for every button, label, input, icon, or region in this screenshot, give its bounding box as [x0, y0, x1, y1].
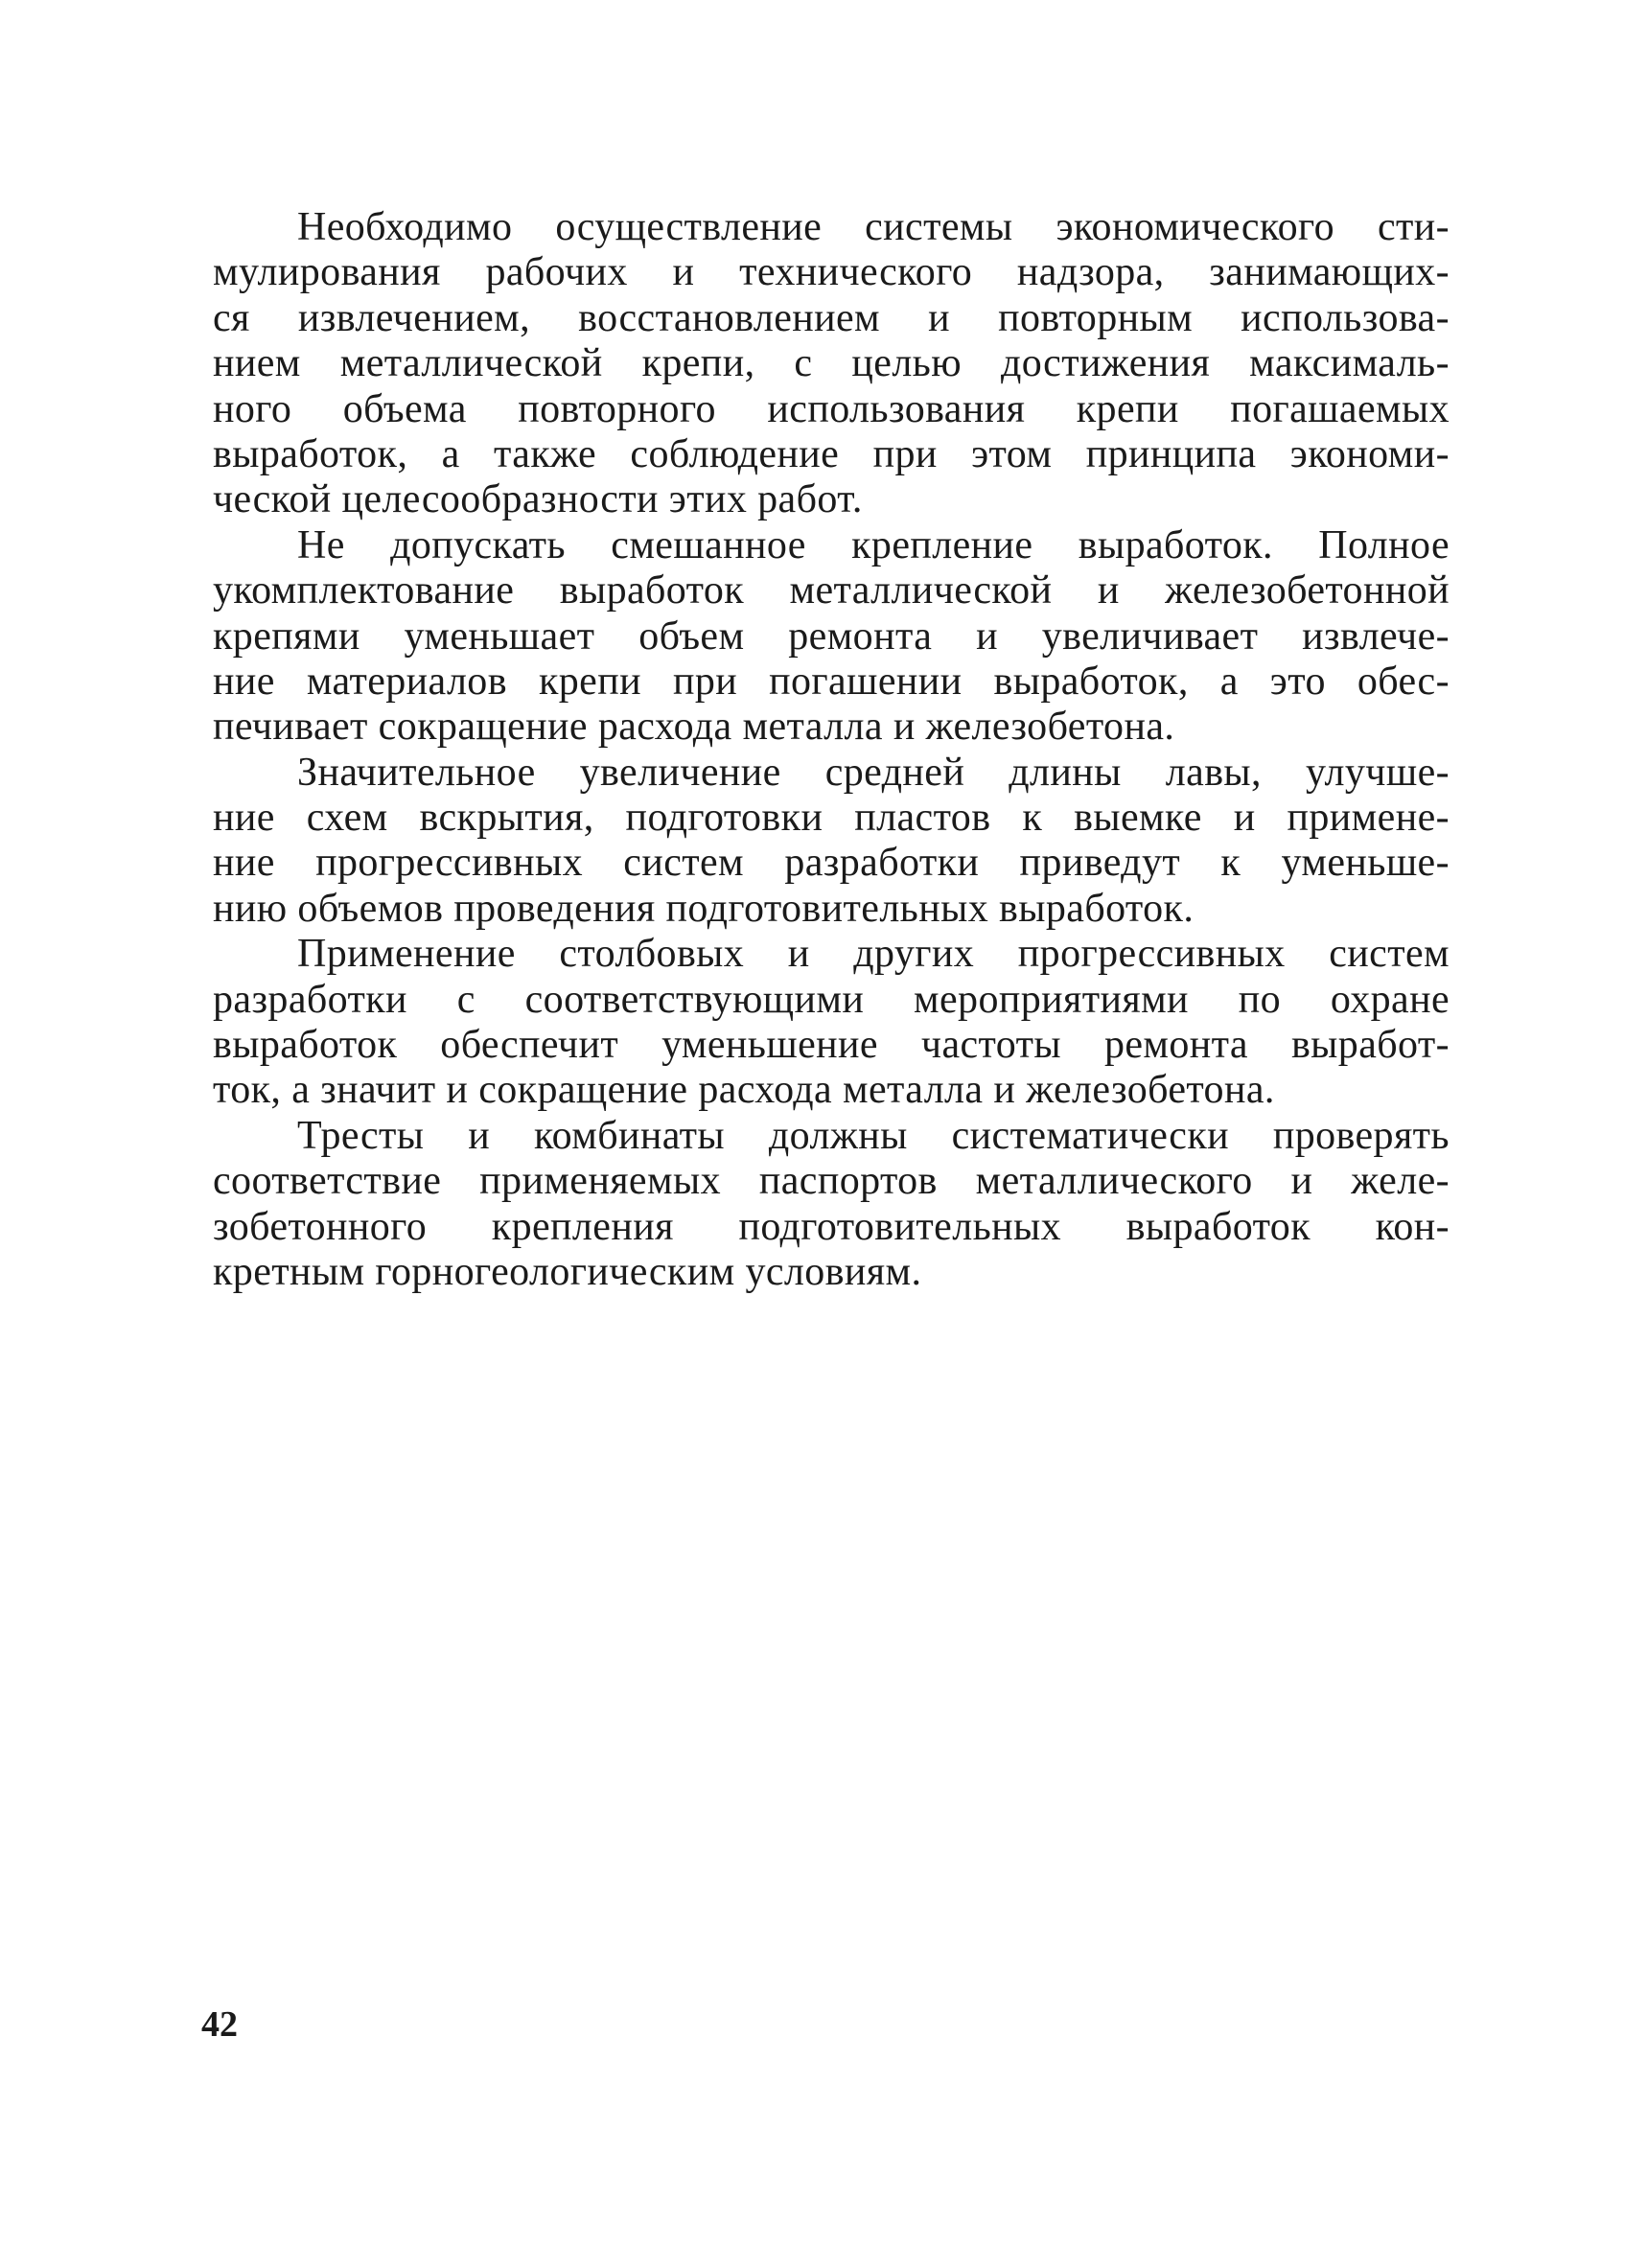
text-line: Применение столбовых и других прогрессивных систем [297, 932, 1450, 977]
paragraph-stimulation [213, 205, 1450, 523]
page-number: 42 [201, 2004, 238, 2045]
text-line: ческой целесообразности этих работ. [213, 477, 863, 522]
text-line: ние прогрессивных систем разработки приведут к уменьше- [213, 841, 1450, 886]
body-text [213, 205, 1450, 1295]
text-line: мулирования рабочих и технического надзора, занимающих- [213, 250, 1450, 295]
text-line: ток, а значит и сокращение расхода металла и железобетона. [213, 1068, 1275, 1113]
text-line: соответствие применяемых паспортов металлического и желе- [213, 1159, 1450, 1204]
text-line: крепями уменьшает объем ремонта и увеличивает извлече- [213, 613, 1450, 659]
text-line: ние схем вскрытия, подготовки пластов к выемке и примене- [213, 796, 1450, 841]
text-line: разработки с соответствующими мероприятиями по охране [213, 977, 1450, 1022]
paragraph-mixed-support [213, 523, 1450, 751]
text-line: ся извлечением, восстановлением и повторным использова- [213, 295, 1450, 340]
text-line: Необходимо осуществление системы экономического сти- [297, 205, 1450, 249]
text-line: выработок обеспечит уменьшение частоты ремонта выработ- [213, 1023, 1450, 1068]
text-line: Значительное увеличение средней длины лавы, улучше- [297, 750, 1450, 795]
text-line: Тресты и комбинаты должны систематически проверять [297, 1113, 1450, 1158]
text-line: нию объемов проведения подготовительных выработок. [213, 886, 1195, 931]
paragraph-pillar-systems [213, 932, 1450, 1114]
paragraph-trusts-check [213, 1114, 1450, 1296]
text-line: кретным горногеологическим условиям. [213, 1249, 922, 1294]
text-line: ного объема повторного использования крепи погашаемых [213, 386, 1450, 431]
text-line: печивает сокращение расхода металла и железобетона. [213, 705, 1175, 750]
text-line: выработок, а также соблюдение при этом принципа экономи- [213, 431, 1450, 476]
text-line: зобетонного крепления подготовительных выработок кон- [213, 1204, 1450, 1249]
text-line: нием металлической крепи, с целью достижения максималь- [213, 341, 1450, 386]
text-line: ние материалов крепи при погашении выработок, а это обес- [213, 659, 1450, 704]
paragraph-longwall-length [213, 751, 1450, 933]
text-line: Не допускать смешанное крепление выработок. Полное [297, 522, 1450, 567]
text-line: укомплектование выработок металлической и железобетонной [213, 568, 1450, 613]
